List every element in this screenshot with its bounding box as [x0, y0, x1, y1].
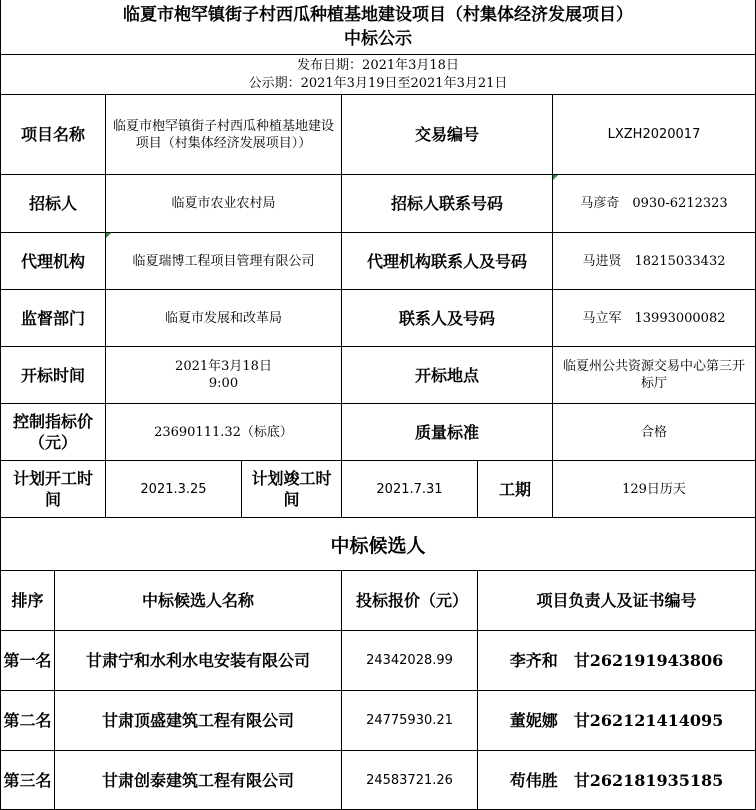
open-time-label: 开标时间 [0, 347, 106, 404]
open-date: 2021年3月18日 [175, 359, 272, 374]
control-price-label: 控制指标价（元） [0, 404, 106, 461]
candidate-manager: 董妮娜 甘262121414095 [478, 691, 756, 751]
tenderer-contact-label: 招标人联系号码 [342, 175, 553, 233]
open-time-value [106, 347, 342, 404]
candidate-bid: 24342028.99 [342, 631, 478, 691]
candidate-name: 甘肃宁和水利水电安装有限公司 [55, 631, 342, 691]
title-line-1: 临夏市枹罕镇街子村西瓜种植基地建设项目（村集体经济发展项目） [123, 5, 633, 25]
candidate-name: 甘肃顶盛建筑工程有限公司 [55, 691, 342, 751]
tenderer-label: 招标人 [0, 175, 106, 233]
notice-dates [0, 55, 756, 95]
manager-header: 项目负责人及证书编号 [478, 571, 756, 631]
candidate-name-header: 中标候选人名称 [55, 571, 342, 631]
rank-header: 排序 [0, 571, 55, 631]
candidate-bid: 24775930.21 [342, 691, 478, 751]
open-place-label: 开标地点 [342, 347, 553, 404]
plan-start-value: 2021.3.25 [106, 461, 242, 518]
agency-label: 代理机构 [0, 233, 106, 290]
quality-label: 质量标准 [342, 404, 553, 461]
candidate-rank: 第一名 [0, 631, 55, 691]
open-place-value: 临夏州公共资源交易中心第三开标厅 [553, 347, 756, 404]
tenderer-value: 临夏市农业农村局 [106, 175, 342, 233]
plan-start-label: 计划开工时间 [0, 461, 106, 518]
project-name-label: 项目名称 [0, 95, 106, 175]
publish-date: 发布日期：2021年3月18日 [297, 57, 459, 73]
candidate-rank: 第二名 [0, 691, 55, 751]
bid-price-header: 投标报价（元） [342, 571, 478, 631]
agency-contact-label: 代理机构联系人及号码 [342, 233, 553, 290]
control-price-value: 23690111.32（标底） [106, 404, 342, 461]
tenderer-contact-value: 马彦奇 0930-6212323 [553, 175, 756, 233]
title-line-2: 中标公示 [344, 29, 412, 49]
candidate-manager: 苟伟胜 甘262181935185 [478, 751, 756, 810]
plan-end-label: 计划竣工时间 [242, 461, 342, 518]
agency-contact-value: 马进贤 18215033432 [553, 233, 756, 290]
candidates-heading: 中标候选人 [0, 518, 756, 571]
agency-value: 临夏瑞博工程项目管理有限公司 [106, 233, 342, 290]
supervisor-label: 监督部门 [0, 290, 106, 347]
quality-value: 合格 [553, 404, 756, 461]
trade-no-label: 交易编号 [342, 95, 553, 175]
duration-label: 工期 [478, 461, 553, 518]
plan-end-value: 2021.7.31 [342, 461, 478, 518]
supervisor-contact-value: 马立军 13993000082 [553, 290, 756, 347]
notice-title [0, 0, 756, 55]
supervisor-value: 临夏市发展和改革局 [106, 290, 342, 347]
candidate-manager: 李齐和 甘262191943806 [478, 631, 756, 691]
candidate-bid: 24583721.26 [342, 751, 478, 810]
candidate-name: 甘肃创泰建筑工程有限公司 [55, 751, 342, 810]
candidate-rank: 第三名 [0, 751, 55, 810]
supervisor-contact-label: 联系人及号码 [342, 290, 553, 347]
trade-no-value: LXZH2020017 [553, 95, 756, 175]
duration-value: 129日历天 [553, 461, 756, 518]
project-name-value: 临夏市枹罕镇街子村西瓜种植基地建设项目（村集体经济发展项目）） [106, 95, 342, 175]
publicity-period: 公示期：2021年3月19日至2021年3月21日 [248, 75, 508, 91]
open-clock: 9:00 [208, 376, 239, 391]
